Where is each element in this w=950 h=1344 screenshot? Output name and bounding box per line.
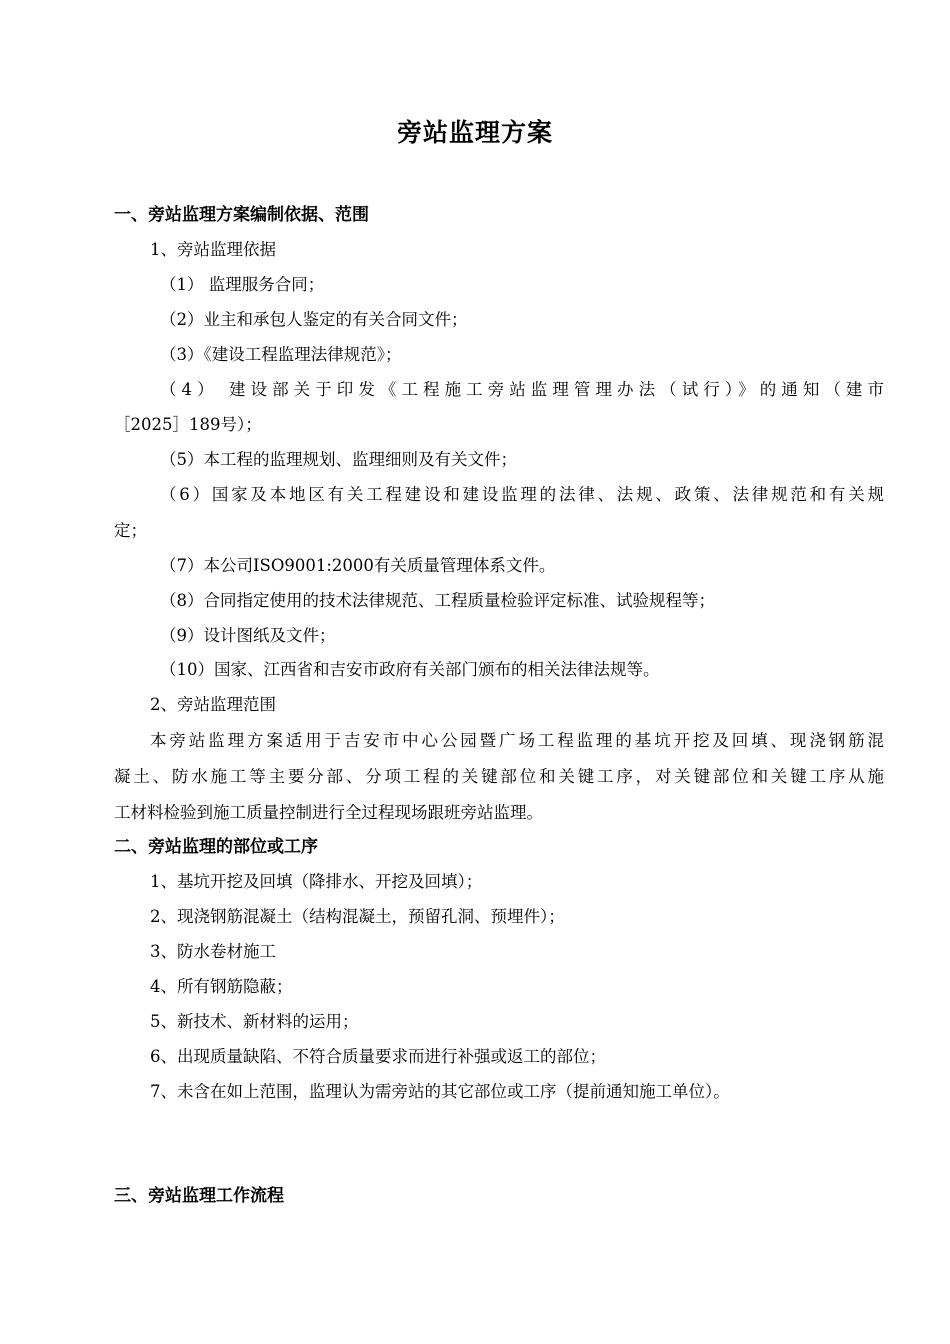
procedure-item-2: 2、现浇钢筋混凝土（结构混凝土，预留孔洞、预埋件）； <box>150 907 565 926</box>
basis-item-6: （6）国家及本地区有关工程建设和建设监理的法律、法规、政策、法律规范和有关规 <box>160 485 884 504</box>
section-1-heading: 一、旁站监理方案编制依据、范围 <box>114 205 369 225</box>
basis-item-7: （7）本公司ISO9001:2000有关质量管理体系文件。 <box>160 556 556 575</box>
basis-item-6-continued: 定； <box>114 521 147 540</box>
basis-item-4-continued: ［2025］189号）； <box>114 415 262 434</box>
basis-item-8: （8）合同指定使用的技术法律规范、工程质量检验评定标准、试验规程等； <box>160 591 715 610</box>
procedure-item-6: 6、出现质量缺陷、不符合质量要求而进行补强或返工的部位； <box>150 1047 606 1066</box>
procedure-item-7: 7、未含在如上范围，监理认为需旁站的其它部位或工序（提前通知施工单位）。 <box>150 1082 730 1101</box>
section-1-sub-scope: 2、旁站监理范围 <box>150 695 276 714</box>
scope-paragraph-line-2: 凝土、防水施工等主要分部、分项工程的关键部位和关键工序，对关键部位和关键工序从施 <box>114 767 884 786</box>
procedure-item-3: 3、防水卷材施工 <box>150 942 276 961</box>
basis-item-1: （1） 监理服务合同； <box>160 275 325 294</box>
basis-item-4: （4） 建设部关于印发《工程施工旁站监理管理办法（试行）》的通知（建市 <box>160 380 884 399</box>
section-3-heading: 三、旁站监理工作流程 <box>114 1186 284 1206</box>
procedure-item-5: 5、新技术、新材料的运用； <box>150 1012 359 1031</box>
document-title: 旁站监理方案 <box>396 118 553 147</box>
basis-item-3: （3）《建设工程监理法律规范》； <box>160 345 402 364</box>
basis-item-10: （10）国家、江西省和吉安市政府有关部门颁布的相关法律法规等。 <box>160 660 660 679</box>
basis-item-5: （5）本工程的监理规划、监理细则及有关文件； <box>160 450 517 469</box>
basis-item-2: （2）业主和承包人鉴定的有关合同文件； <box>160 310 468 329</box>
scope-paragraph-line-1: 本旁站监理方案适用于吉安市中心公园暨广场工程监理的基坑开挖及回填、现浇钢筋混 <box>150 731 884 750</box>
procedure-item-1: 1、基坑开挖及回填（降排水、开挖及回填）； <box>150 872 483 891</box>
procedure-item-4: 4、所有钢筋隐蔽； <box>150 977 293 996</box>
scope-paragraph-line-3: 工材料检验到施工质量控制进行全过程现场跟班旁站监理。 <box>114 803 543 822</box>
section-2-heading: 二、旁站监理的部位或工序 <box>114 837 318 857</box>
section-1-sub-basis: 1、旁站监理依据 <box>150 240 276 259</box>
basis-item-9: （9）设计图纸及文件； <box>160 626 336 645</box>
